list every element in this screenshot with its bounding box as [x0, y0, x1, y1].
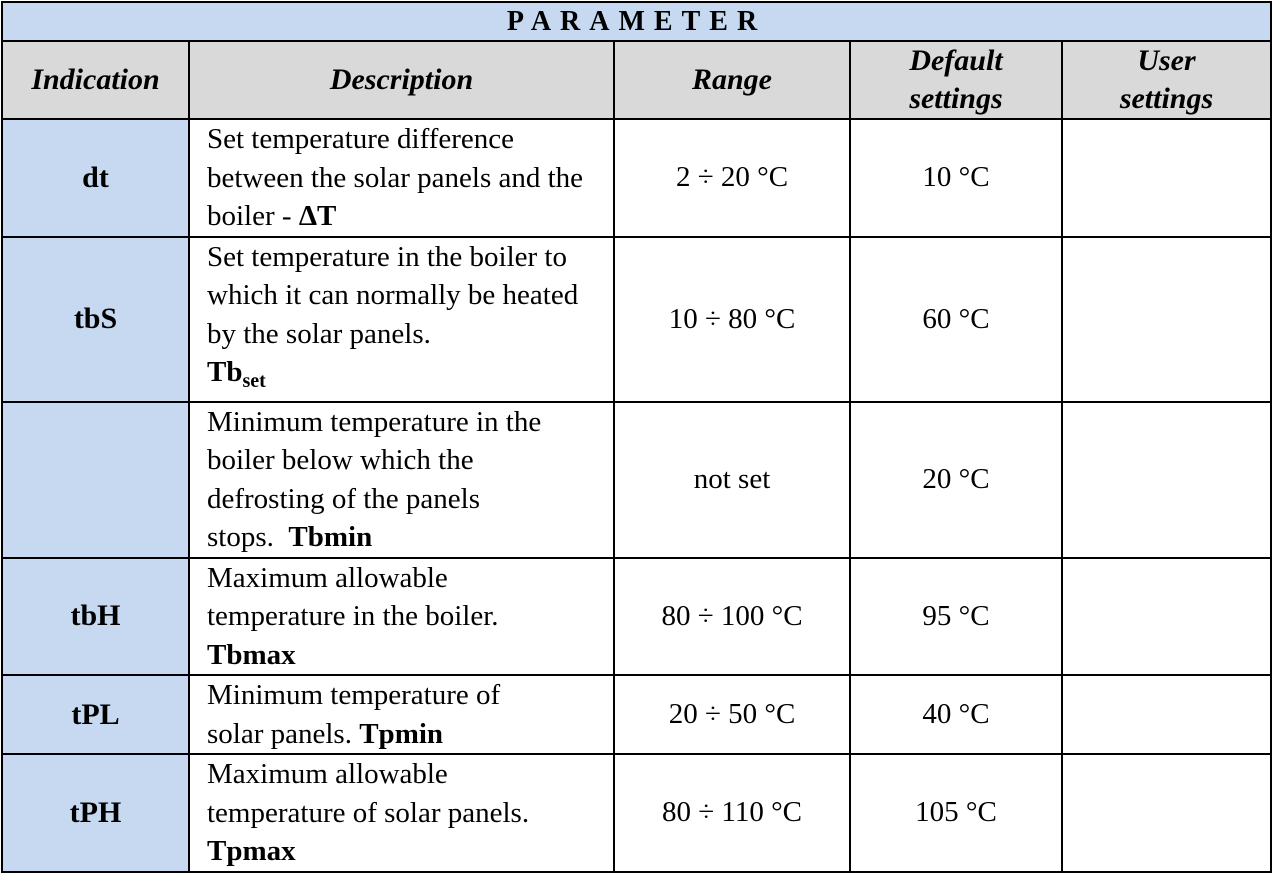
- table-row: [2, 754, 1271, 872]
- indication-cell: [2, 402, 189, 558]
- default-cell: 60 °C: [850, 237, 1062, 402]
- user-settings-cell[interactable]: [1062, 754, 1271, 872]
- default-cell: 95 °C: [850, 558, 1062, 676]
- description-symbol: ΔT: [298, 200, 337, 232]
- description-symbol: Tbmax: [207, 638, 296, 671]
- description-symbol: Tpmin: [359, 717, 444, 750]
- description-text: Set temperature in the boiler to which it can normally be heated by the solar panels.: [207, 240, 579, 350]
- parameter-table: [1, 1, 1272, 873]
- indication-cell: tbS: [2, 237, 189, 402]
- range-cell: 2 ÷ 20 °C: [614, 119, 850, 237]
- indication-cell: tbH: [2, 558, 189, 676]
- header-user-settings: User settings: [1062, 41, 1271, 119]
- description-text: Maximum allowable temperature in the boiler.: [207, 561, 499, 632]
- indication-cell: tPL: [2, 675, 189, 754]
- range-cell: 80 ÷ 110 °C: [614, 754, 850, 872]
- table-title: PARAMETER: [2, 2, 1271, 41]
- table-row: [2, 402, 1271, 558]
- description-text: Set temperature difference between the solar panels and the boiler -: [207, 123, 584, 232]
- table-row: [2, 558, 1271, 676]
- description-cell: [189, 402, 614, 558]
- user-settings-cell[interactable]: [1062, 675, 1271, 754]
- default-cell: 40 °C: [850, 675, 1062, 754]
- description-symbol: Tb: [207, 356, 243, 388]
- table-row: [2, 119, 1271, 237]
- description-cell: [189, 675, 614, 754]
- indication-cell: dt: [2, 119, 189, 237]
- default-cell: 10 °C: [850, 119, 1062, 237]
- user-settings-cell[interactable]: [1062, 402, 1271, 558]
- range-cell: 80 ÷ 100 °C: [614, 558, 850, 676]
- description-text: Minimum temperature in the boiler below which the defrosting of the panels stops.: [207, 405, 549, 553]
- header-range: Range: [614, 41, 850, 119]
- description-text: Maximum allowable temperature of solar panels.: [207, 758, 530, 829]
- indication-cell: tPH: [2, 754, 189, 872]
- description-text: Minimum temperature of solar panels.: [207, 679, 508, 750]
- description-cell: [189, 558, 614, 676]
- description-cell: [189, 237, 614, 402]
- description-cell: [189, 119, 614, 237]
- header-description: Description: [189, 41, 614, 119]
- range-cell: not set: [614, 402, 850, 558]
- header-default-settings: Default settings: [850, 41, 1062, 119]
- table-row: [2, 237, 1271, 402]
- description-symbol: Tpmax: [207, 835, 296, 867]
- user-settings-cell[interactable]: [1062, 558, 1271, 676]
- user-settings-cell[interactable]: [1062, 119, 1271, 237]
- range-cell: 10 ÷ 80 °C: [614, 237, 850, 402]
- description-symbol: Tbmin: [288, 521, 373, 553]
- user-settings-cell[interactable]: [1062, 237, 1271, 402]
- description-cell: [189, 754, 614, 872]
- table-row: [2, 675, 1271, 754]
- default-cell: 105 °C: [850, 754, 1062, 872]
- default-cell: 20 °C: [850, 402, 1062, 558]
- description-subscript: set: [242, 370, 266, 392]
- header-indication: Indication: [2, 41, 189, 119]
- range-cell: 20 ÷ 50 °C: [614, 675, 850, 754]
